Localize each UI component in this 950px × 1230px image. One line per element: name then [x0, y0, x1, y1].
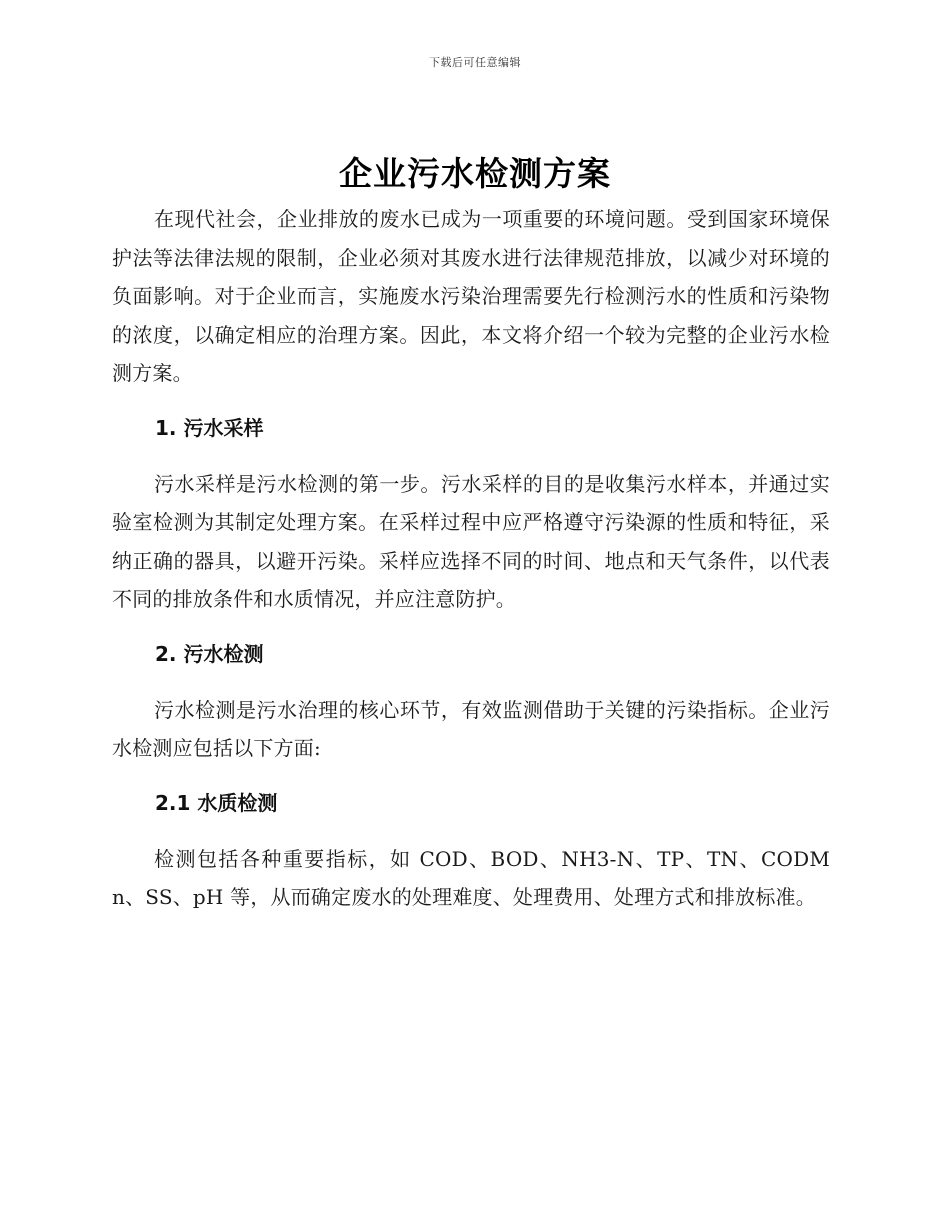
document-body	[112, 200, 830, 917]
intro-paragraph: 在现代社会，企业排放的废水已成为一项重要的环境问题。受到国家环境保护法等法律法规的限制，企业必须对其废水进行法律规范排放，以减少对环境的负面影响。对于企业而言，实施废水污染治理需要先行检测污水的性质和污染物的浓度，以确定相应的治理方案。因此，本文将介绍一个较为完整的企业污水检测方案。	[112, 207, 830, 385]
subsection-heading-water-quality: 2.1 水质检测	[155, 790, 278, 815]
section-paragraph-sampling: 污水采样是污水检测的第一步。污水采样的目的是收集污水样本，并通过实验室检测为其制定处理方案。在采样过程中应严格遵守污染源的性质和特征，采纳正确的器具，以避开污染。采样应选择不同的时间、地点和天气条件，以代表不同的排放条件和水质情况，并应注意防护。	[112, 471, 830, 611]
section-paragraph-testing: 污水检测是污水治理的核心环节，有效监测借助于关键的污染指标。企业污水检测应包括以下方面:	[112, 697, 830, 760]
header-note: 下载后可任意编辑	[429, 56, 521, 69]
section-heading-testing: 2. 污水检测	[155, 641, 264, 666]
section-heading-sampling: 1. 污水采样	[155, 415, 264, 440]
subsection-paragraph-water-quality: 检测包括各种重要指标，如 COD、BOD、NH3-N、TP、TN、CODMn、SS、pH 等，从而确定废水的处理难度、处理费用、处理方式和排放标准。	[112, 846, 830, 909]
document-title: 企业污水检测方案	[339, 154, 611, 193]
